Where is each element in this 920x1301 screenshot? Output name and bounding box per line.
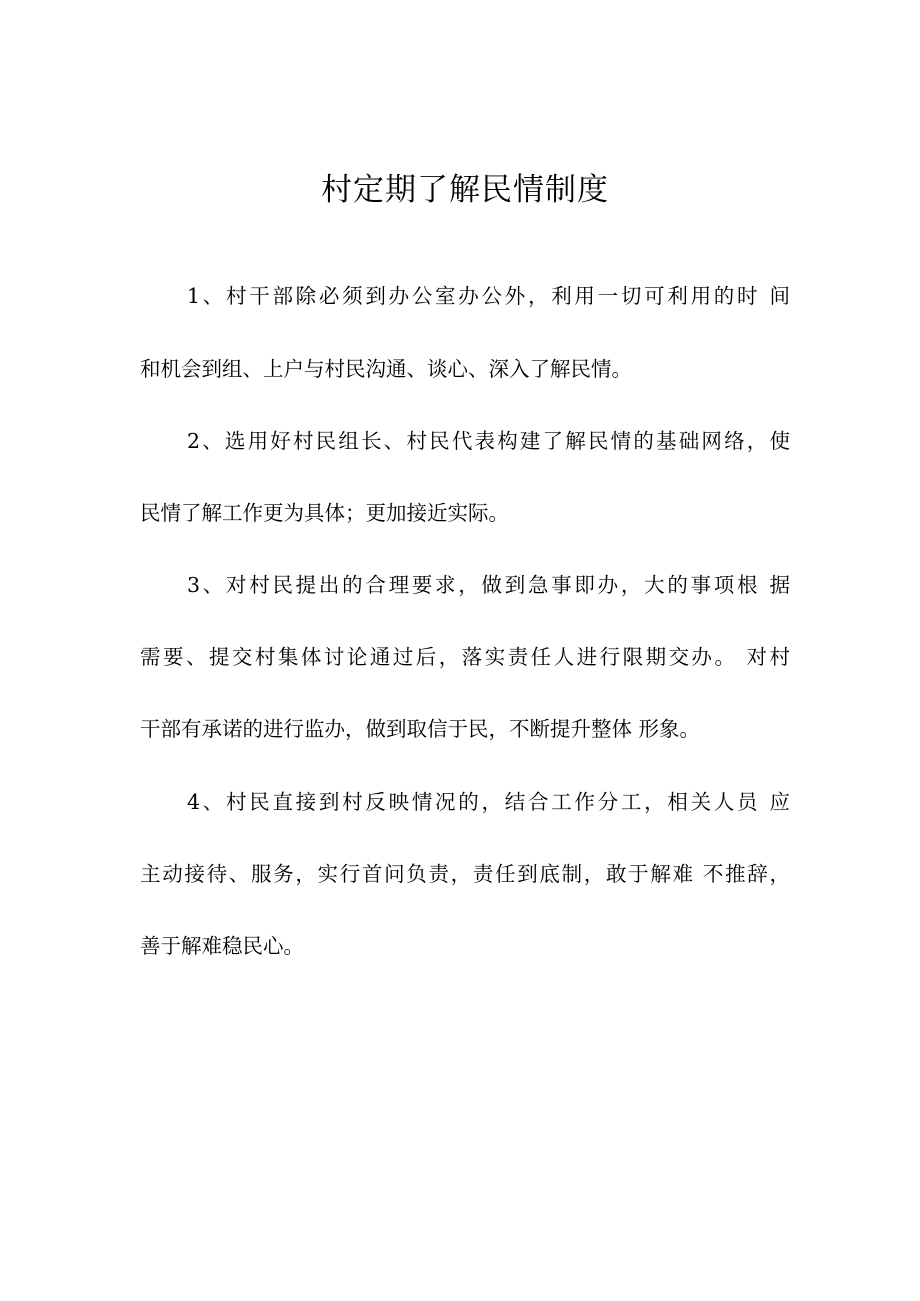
paragraph-3-line-2: 需要、提交村集体讨论通过后，落实责任人进行限期交办。 对村 (140, 645, 790, 669)
paragraph-3-line-3: 干部有承诺的进行监办，做到取信于民，不断提升整体 形象。 (140, 717, 701, 741)
paragraph-1-line-1: 1、村干部除必须到办公室办公外，利用一切可利用的时 间 (187, 284, 790, 308)
paragraph-4-line-3: 善于解难稳民心。 (140, 934, 304, 958)
paragraph-1-line-2: 和机会到组、上户与村民沟通、谈心、深入了解民情。 (140, 357, 632, 381)
paragraph-2-line-2: 民情了解工作更为具体；更加接近实际。 (140, 501, 509, 525)
paragraph-4-line-1: 4、村民直接到村反映情况的，结合工作分工，相关人员 应 (187, 790, 790, 814)
paragraph-4-line-2: 主动接待、服务，实行首问负责，责任到底制，敢于解难 不推辞， (140, 862, 790, 886)
document-title: 村定期了解民情制度 (321, 172, 609, 208)
paragraph-3-line-1: 3、对村民提出的合理要求，做到急事即办，大的事项根 据 (187, 573, 790, 597)
paragraph-2-line-1: 2、选用好村民组长、村民代表构建了解民情的基础网络，使 (187, 429, 790, 453)
